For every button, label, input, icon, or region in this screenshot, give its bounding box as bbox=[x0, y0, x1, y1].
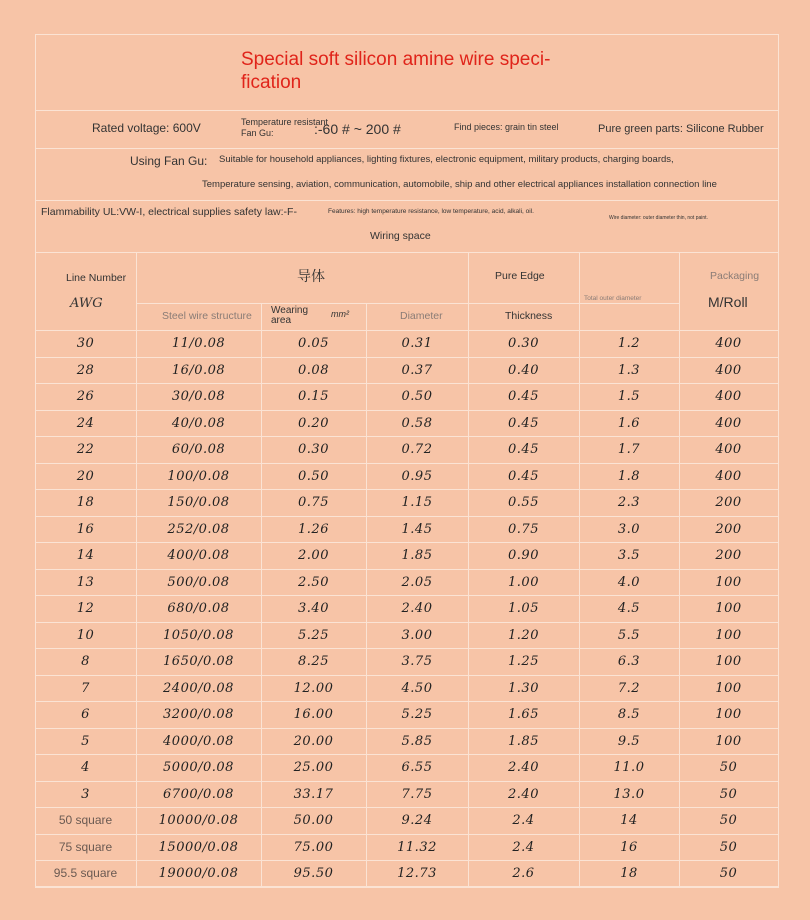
cell-packaging: 50 bbox=[719, 840, 738, 855]
grid-line bbox=[35, 701, 779, 702]
cell-awg: 28 bbox=[76, 363, 95, 378]
cell-awg: 6 bbox=[81, 707, 90, 722]
cell-outer-diameter: 11.0 bbox=[613, 760, 645, 775]
temp-value: :-60 # ~ 200 # bbox=[314, 121, 401, 137]
find-pieces: Find pieces: grain tin steel bbox=[454, 122, 559, 132]
cell-outer-diameter: 1.6 bbox=[617, 416, 641, 431]
cell-packaging: 100 bbox=[715, 734, 742, 749]
cell-steel-wire: 252/0.08 bbox=[167, 522, 230, 537]
cell-packaging: 100 bbox=[715, 575, 742, 590]
cell-diameter: 0.31 bbox=[401, 336, 433, 351]
cell-steel-wire: 5000/0.08 bbox=[163, 760, 234, 775]
cell-thickness: 0.45 bbox=[508, 389, 539, 404]
cell-steel-wire: 10000/0.08 bbox=[158, 813, 239, 828]
cell-awg: 16 bbox=[76, 522, 95, 537]
grid-line bbox=[35, 330, 779, 331]
cell-thickness: 2.4 bbox=[512, 813, 535, 828]
cell-awg: 5 bbox=[81, 734, 90, 749]
cell-thickness: 0.75 bbox=[508, 522, 539, 537]
cell-area: 0.15 bbox=[298, 389, 329, 404]
grid-line bbox=[35, 110, 779, 111]
cell-outer-diameter: 18 bbox=[620, 866, 638, 881]
cell-thickness: 1.25 bbox=[508, 654, 539, 669]
cell-area: 5.25 bbox=[298, 628, 329, 643]
cell-steel-wire: 1650/0.08 bbox=[163, 654, 234, 669]
cell-diameter: 1.85 bbox=[401, 548, 433, 563]
cell-awg: 50 square bbox=[58, 813, 113, 827]
cell-thickness: 1.05 bbox=[508, 601, 539, 616]
grid-line bbox=[35, 542, 779, 543]
header-thickness: Thickness bbox=[505, 310, 553, 322]
cell-thickness: 1.00 bbox=[508, 575, 539, 590]
cell-outer-diameter: 9.5 bbox=[617, 734, 641, 749]
grid-line bbox=[35, 383, 779, 384]
cell-awg: 75 square bbox=[58, 840, 113, 854]
cell-outer-diameter: 7.2 bbox=[617, 681, 641, 696]
cell-area: 50.00 bbox=[293, 813, 334, 828]
cell-outer-diameter: 6.3 bbox=[617, 654, 641, 669]
cell-diameter: 0.72 bbox=[401, 442, 433, 457]
wire-diameter-note: Wire diameter: outer diameter thin, not paint. bbox=[609, 215, 708, 221]
cell-packaging: 100 bbox=[715, 628, 742, 643]
cell-awg: 10 bbox=[76, 628, 95, 643]
grid-line bbox=[35, 754, 779, 755]
header-diameter: Diameter bbox=[400, 310, 443, 322]
cell-diameter: 6.55 bbox=[401, 760, 433, 775]
cell-steel-wire: 150/0.08 bbox=[167, 495, 230, 510]
cell-diameter: 0.50 bbox=[401, 389, 433, 404]
cell-outer-diameter: 1.8 bbox=[617, 469, 641, 484]
cell-thickness: 0.45 bbox=[508, 416, 539, 431]
cell-awg: 22 bbox=[76, 442, 95, 457]
grid-line bbox=[35, 807, 779, 808]
grid-line bbox=[35, 200, 779, 201]
cell-outer-diameter: 3.5 bbox=[617, 548, 641, 563]
cell-diameter: 0.37 bbox=[401, 363, 433, 378]
cell-packaging: 400 bbox=[715, 389, 742, 404]
cell-steel-wire: 19000/0.08 bbox=[158, 866, 239, 881]
cell-area: 16.00 bbox=[293, 707, 334, 722]
wiring-space: Wiring space bbox=[370, 230, 431, 242]
cell-outer-diameter: 8.5 bbox=[617, 707, 641, 722]
header-wearing-1: Wearing bbox=[271, 305, 309, 316]
grid-line bbox=[35, 516, 779, 517]
cell-awg: 18 bbox=[76, 495, 95, 510]
cell-diameter: 9.24 bbox=[401, 813, 433, 828]
cell-outer-diameter: 13.0 bbox=[613, 787, 645, 802]
cell-outer-diameter: 16 bbox=[620, 840, 638, 855]
cell-area: 0.30 bbox=[298, 442, 329, 457]
cell-thickness: 1.20 bbox=[508, 628, 539, 643]
cell-packaging: 50 bbox=[719, 760, 738, 775]
grid-line bbox=[35, 436, 779, 437]
cell-area: 0.50 bbox=[298, 469, 329, 484]
using-line-1: Suitable for household appliances, lighting fixtures, electronic equipment, military products, charging boards, bbox=[219, 154, 674, 165]
cell-area: 2.50 bbox=[298, 575, 329, 590]
header-total-outer: Total outer diameter bbox=[584, 295, 642, 302]
cell-thickness: 1.85 bbox=[508, 734, 539, 749]
cell-packaging: 50 bbox=[719, 813, 738, 828]
cell-steel-wire: 100/0.08 bbox=[167, 469, 230, 484]
cell-diameter: 5.25 bbox=[401, 707, 433, 722]
header-line-number: Line Number bbox=[66, 272, 127, 284]
cell-awg: 7 bbox=[81, 681, 90, 696]
cell-thickness: 2.40 bbox=[508, 760, 539, 775]
cell-awg: 12 bbox=[76, 601, 95, 616]
cell-steel-wire: 15000/0.08 bbox=[158, 840, 239, 855]
cell-packaging: 100 bbox=[715, 601, 742, 616]
cell-steel-wire: 40/0.08 bbox=[171, 416, 226, 431]
cell-thickness: 0.45 bbox=[508, 442, 539, 457]
cell-diameter: 5.85 bbox=[401, 734, 433, 749]
cell-steel-wire: 16/0.08 bbox=[171, 363, 226, 378]
cell-packaging: 400 bbox=[715, 336, 742, 351]
cell-outer-diameter: 1.2 bbox=[617, 336, 641, 351]
cell-steel-wire: 4000/0.08 bbox=[163, 734, 234, 749]
cell-packaging: 400 bbox=[715, 469, 742, 484]
grid-line bbox=[35, 595, 779, 596]
cell-outer-diameter: 3.0 bbox=[617, 522, 641, 537]
grid-line bbox=[35, 834, 779, 835]
grid-line bbox=[35, 648, 779, 649]
cell-diameter: 2.05 bbox=[401, 575, 433, 590]
cell-steel-wire: 500/0.08 bbox=[167, 575, 230, 590]
grid-line bbox=[35, 675, 779, 676]
cell-area: 20.00 bbox=[293, 734, 334, 749]
grid-line bbox=[35, 148, 779, 149]
cell-outer-diameter: 1.5 bbox=[617, 389, 641, 404]
cell-awg: 8 bbox=[81, 654, 90, 669]
cell-thickness: 2.6 bbox=[512, 866, 535, 881]
cell-diameter: 7.75 bbox=[401, 787, 433, 802]
cell-awg: 95.5 square bbox=[53, 866, 118, 880]
cell-area: 12.00 bbox=[293, 681, 334, 696]
cell-area: 0.75 bbox=[298, 495, 329, 510]
page-title: Special soft silicon amine wire speci-fication bbox=[241, 49, 551, 93]
header-mm2: mm² bbox=[331, 309, 349, 319]
header-awg: AWG bbox=[70, 296, 103, 311]
grid-line bbox=[778, 34, 779, 887]
grid-line bbox=[35, 357, 779, 358]
cell-diameter: 1.15 bbox=[401, 495, 433, 510]
cell-packaging: 200 bbox=[715, 495, 742, 510]
grid-line bbox=[35, 887, 779, 888]
cell-outer-diameter: 4.5 bbox=[617, 601, 641, 616]
cell-packaging: 50 bbox=[719, 866, 738, 881]
cell-thickness: 2.4 bbox=[512, 840, 535, 855]
cell-area: 1.26 bbox=[298, 522, 329, 537]
cell-awg: 3 bbox=[81, 787, 90, 802]
cell-packaging: 200 bbox=[715, 548, 742, 563]
cell-thickness: 1.65 bbox=[508, 707, 539, 722]
cell-area: 8.25 bbox=[298, 654, 329, 669]
cell-outer-diameter: 2.3 bbox=[617, 495, 641, 510]
cell-diameter: 3.00 bbox=[401, 628, 433, 643]
grid-line bbox=[35, 34, 779, 35]
grid-line bbox=[35, 622, 779, 623]
grid-line bbox=[136, 303, 680, 304]
grid-line bbox=[35, 781, 779, 782]
cell-packaging: 100 bbox=[715, 654, 742, 669]
cell-area: 2.00 bbox=[298, 548, 329, 563]
cell-thickness: 0.30 bbox=[508, 336, 539, 351]
cell-steel-wire: 30/0.08 bbox=[171, 389, 226, 404]
header-m-roll: M/Roll bbox=[708, 294, 748, 310]
grid-line bbox=[35, 860, 779, 861]
cell-diameter: 3.75 bbox=[401, 654, 433, 669]
grid-line bbox=[35, 463, 779, 464]
cell-awg: 20 bbox=[76, 469, 95, 484]
cell-steel-wire: 11/0.08 bbox=[171, 336, 226, 351]
grid-line bbox=[35, 489, 779, 490]
cell-diameter: 2.40 bbox=[401, 601, 433, 616]
cell-area: 33.17 bbox=[293, 787, 334, 802]
cell-packaging: 100 bbox=[715, 681, 742, 696]
pure-green-parts: Pure green parts: Silicone Rubber bbox=[598, 123, 764, 135]
cell-packaging: 50 bbox=[719, 787, 738, 802]
cell-area: 0.08 bbox=[298, 363, 329, 378]
cell-area: 75.00 bbox=[293, 840, 334, 855]
cell-outer-diameter: 4.0 bbox=[617, 575, 641, 590]
cell-area: 3.40 bbox=[298, 601, 329, 616]
cell-area: 0.20 bbox=[298, 416, 329, 431]
cell-outer-diameter: 14 bbox=[620, 813, 638, 828]
cell-awg: 24 bbox=[76, 416, 95, 431]
grid-line bbox=[35, 728, 779, 729]
cell-thickness: 2.40 bbox=[508, 787, 539, 802]
grid-line bbox=[35, 410, 779, 411]
cell-packaging: 400 bbox=[715, 416, 742, 431]
cell-area: 0.05 bbox=[298, 336, 329, 351]
grid-line bbox=[35, 569, 779, 570]
cell-awg: 13 bbox=[76, 575, 95, 590]
cell-awg: 14 bbox=[76, 548, 95, 563]
cell-steel-wire: 3200/0.08 bbox=[163, 707, 234, 722]
using-label: Using Fan Gu: bbox=[130, 154, 208, 168]
grid-line bbox=[35, 252, 779, 253]
spec-sheet bbox=[35, 34, 779, 887]
cell-packaging: 200 bbox=[715, 522, 742, 537]
cell-thickness: 0.90 bbox=[508, 548, 539, 563]
cell-diameter: 12.73 bbox=[397, 866, 437, 881]
cell-outer-diameter: 1.3 bbox=[617, 363, 641, 378]
header-wearing-2: area bbox=[271, 315, 292, 326]
cell-outer-diameter: 5.5 bbox=[617, 628, 641, 643]
cell-area: 95.50 bbox=[293, 866, 334, 881]
cell-diameter: 0.95 bbox=[401, 469, 433, 484]
temp-label-1: Temperature resistant bbox=[241, 117, 329, 127]
cell-area: 25.00 bbox=[293, 760, 334, 775]
cell-diameter: 1.45 bbox=[401, 522, 433, 537]
cell-thickness: 0.40 bbox=[508, 363, 539, 378]
using-line-2: Temperature sensing, aviation, communication, automobile, ship and other electrical appliances installation connection line bbox=[202, 179, 717, 190]
cell-packaging: 400 bbox=[715, 363, 742, 378]
cell-thickness: 0.45 bbox=[508, 469, 539, 484]
header-packaging: Packaging bbox=[710, 270, 760, 282]
cell-steel-wire: 1050/0.08 bbox=[163, 628, 234, 643]
header-pure-edge: Pure Edge bbox=[495, 270, 545, 282]
cell-thickness: 0.55 bbox=[508, 495, 539, 510]
cell-awg: 26 bbox=[76, 389, 95, 404]
flammability: Flammability UL:VW-I, electrical supplies safety law:-F- bbox=[41, 206, 297, 218]
temp-label-2: Fan Gu: bbox=[241, 128, 274, 138]
cell-steel-wire: 680/0.08 bbox=[167, 601, 230, 616]
cell-diameter: 0.58 bbox=[401, 416, 433, 431]
cell-packaging: 100 bbox=[715, 707, 742, 722]
cell-steel-wire: 60/0.08 bbox=[171, 442, 226, 457]
cell-thickness: 1.30 bbox=[508, 681, 539, 696]
cell-steel-wire: 400/0.08 bbox=[167, 548, 230, 563]
cell-diameter: 11.32 bbox=[397, 840, 437, 855]
header-conductor: 导体 bbox=[297, 268, 325, 284]
features: Features: high temperature resistance, low temperature, acid, alkali, oil. bbox=[328, 208, 534, 215]
cell-steel-wire: 6700/0.08 bbox=[163, 787, 234, 802]
cell-awg: 4 bbox=[81, 760, 90, 775]
cell-diameter: 4.50 bbox=[401, 681, 433, 696]
cell-steel-wire: 2400/0.08 bbox=[163, 681, 234, 696]
rated-voltage: Rated voltage: 600V bbox=[92, 121, 201, 135]
cell-awg: 30 bbox=[76, 336, 95, 351]
cell-outer-diameter: 1.7 bbox=[617, 442, 641, 457]
cell-packaging: 400 bbox=[715, 442, 742, 457]
header-steel-wire: Steel wire structure bbox=[162, 310, 252, 322]
